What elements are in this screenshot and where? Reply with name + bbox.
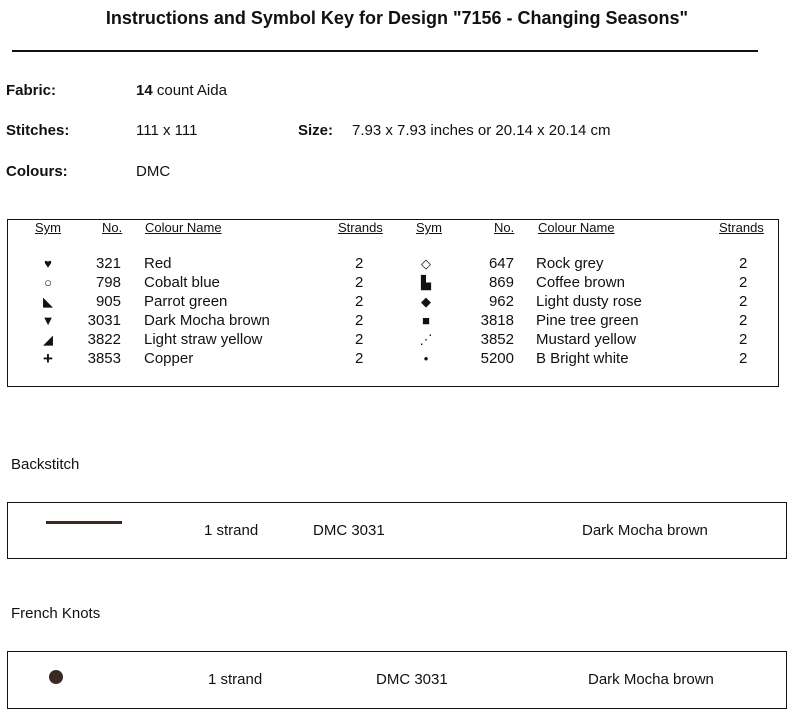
key-row	[8, 254, 778, 273]
key-colour-name: Light straw yellow	[144, 331, 263, 348]
header-sym-left: Sym	[35, 220, 61, 235]
key-number: 3852	[480, 331, 514, 348]
document-title: Instructions and Symbol Key for Design "7156 - Changing Seasons"	[105, 8, 689, 28]
triangle-bottom-right-icon: ◢	[43, 332, 53, 347]
backstitch-colour-name: Dark Mocha brown	[582, 522, 708, 539]
key-strands: 2	[355, 350, 364, 367]
diagonal-dashes-icon: ⋰	[419, 332, 433, 347]
key-strands: 2	[739, 331, 748, 348]
size-label: Size:	[298, 122, 334, 139]
step-block-icon: ▙	[421, 275, 431, 290]
key-number: 3853	[87, 350, 121, 367]
header-name-right: Colour Name	[538, 220, 615, 235]
french-knot-dot-icon	[49, 670, 63, 684]
fabric-value	[136, 82, 227, 99]
french-knots-heading: French Knots	[11, 605, 101, 622]
key-colour-name: Coffee brown	[536, 274, 625, 291]
backstitch-code: DMC 3031	[313, 522, 385, 539]
header-strands-right: Strands	[719, 220, 764, 235]
key-colour-name: Cobalt blue	[144, 274, 220, 291]
key-strands: 2	[739, 350, 748, 367]
key-row	[8, 273, 778, 292]
key-number: 869	[488, 274, 514, 291]
key-strands: 2	[739, 293, 748, 310]
key-number: 647	[488, 255, 514, 272]
key-strands: 2	[355, 293, 364, 310]
dot-icon: •	[423, 351, 429, 366]
fabric-type: count Aida	[152, 82, 227, 99]
key-row	[8, 311, 778, 330]
key-strands: 2	[739, 312, 748, 329]
fabric-label: Fabric:	[6, 82, 57, 99]
diamond-filled-icon: ◆	[421, 294, 431, 309]
header-no-right: No.	[494, 220, 515, 235]
diamond-outline-icon: ◇	[421, 256, 431, 271]
key-colour-name: Light dusty rose	[536, 293, 642, 310]
colours-value: DMC	[136, 163, 171, 180]
fabric-count: 14	[136, 82, 153, 99]
key-number: 962	[488, 293, 514, 310]
key-row	[8, 292, 778, 311]
french-knots-box	[7, 651, 787, 709]
key-row	[8, 349, 778, 368]
key-number: 3031	[87, 312, 121, 329]
backstitch-heading: Backstitch	[11, 456, 80, 473]
triangle-bottom-left-icon: ◣	[43, 294, 53, 309]
french-knots-code: DMC 3031	[376, 671, 448, 688]
key-number: 905	[95, 293, 121, 310]
size-value: 7.93 x 7.93 inches or 20.14 x 20.14 cm	[352, 122, 611, 139]
symbol-key-table	[7, 219, 779, 387]
key-colour-name: Rock grey	[536, 255, 604, 272]
key-strands: 2	[739, 274, 748, 291]
backstitch-line-icon	[46, 521, 122, 524]
key-number: 3818	[480, 312, 514, 329]
key-strands: 2	[355, 331, 364, 348]
triangle-down-icon: ▼	[41, 313, 55, 328]
square-filled-icon: ■	[422, 313, 430, 328]
key-colour-name: B Bright white	[536, 350, 629, 367]
header-no-left: No.	[102, 220, 123, 235]
key-number: 3822	[87, 331, 121, 348]
title-underline	[12, 50, 758, 52]
circle-outline-icon: ○	[44, 275, 52, 290]
key-strands: 2	[355, 255, 364, 272]
colours-label: Colours:	[6, 163, 68, 180]
french-knots-colour-name: Dark Mocha brown	[588, 671, 714, 688]
key-colour-name: Copper	[144, 350, 194, 367]
key-number: 5200	[480, 350, 514, 367]
key-colour-name: Red	[144, 255, 172, 272]
backstitch-strands: 1 strand	[204, 522, 259, 539]
key-colour-name: Parrot green	[144, 293, 228, 310]
key-strands: 2	[355, 312, 364, 329]
backstitch-box	[7, 502, 787, 559]
stitches-value: 111 x 111	[136, 122, 198, 139]
key-colour-name: Mustard yellow	[536, 331, 637, 348]
header-strands-left: Strands	[338, 220, 383, 235]
plus-icon: +	[43, 349, 53, 368]
french-knots-strands: 1 strand	[208, 671, 263, 688]
stitches-label: Stitches:	[6, 122, 70, 139]
key-number: 798	[95, 274, 121, 291]
key-strands: 2	[739, 255, 748, 272]
heart-icon: ♥	[44, 256, 52, 271]
key-colour-name: Pine tree green	[536, 312, 639, 329]
key-row	[8, 330, 778, 349]
header-sym-right: Sym	[416, 220, 442, 235]
key-colour-name: Dark Mocha brown	[144, 312, 270, 329]
key-strands: 2	[355, 274, 364, 291]
header-name-left: Colour Name	[145, 220, 222, 235]
key-number: 321	[95, 255, 121, 272]
